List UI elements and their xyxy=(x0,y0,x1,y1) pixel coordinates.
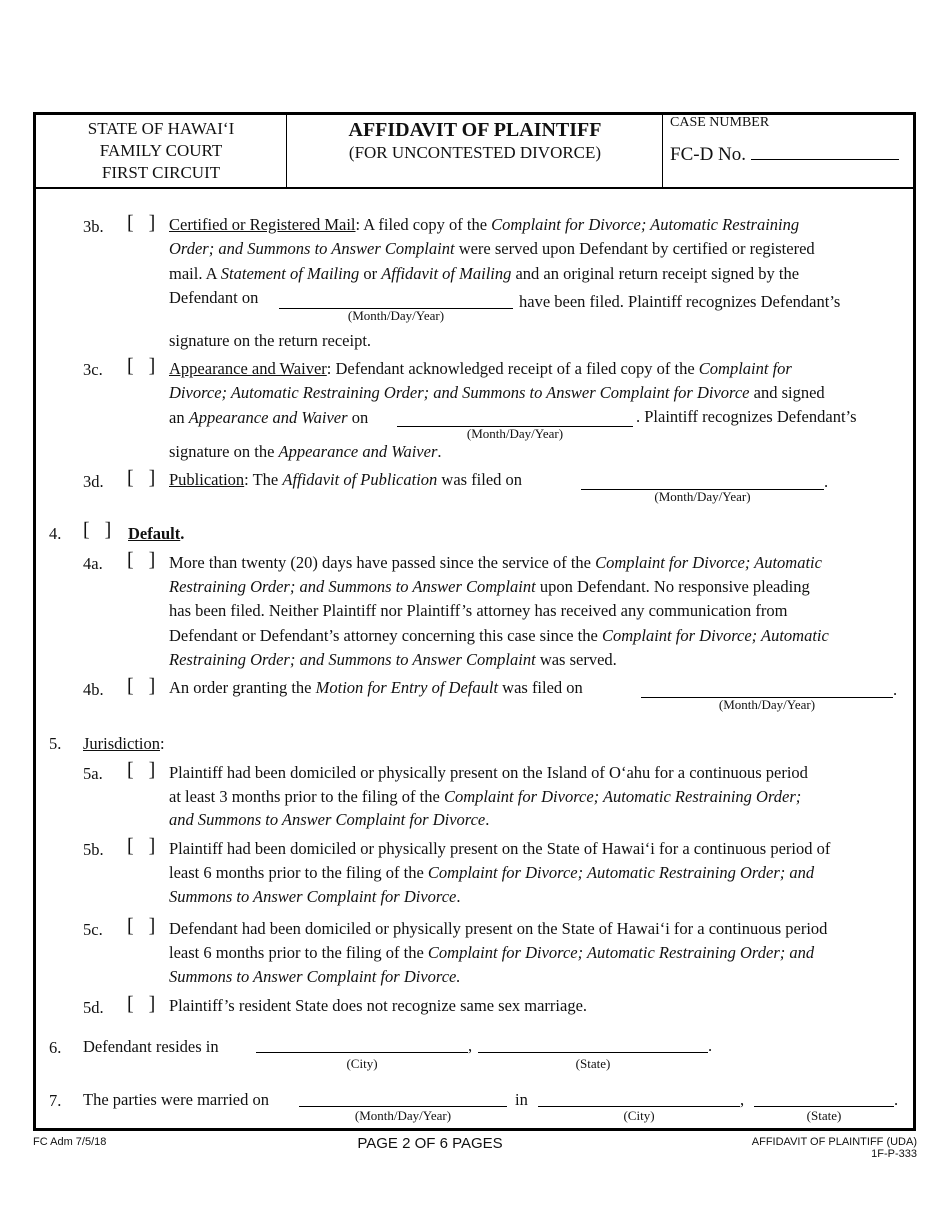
court-block xyxy=(36,118,286,184)
item-3c-l3c: on xyxy=(347,407,369,427)
item-5a-l3a: and Summons to Answer Complaint for Divorce xyxy=(169,810,486,829)
case-number-label: CASE NUMBER xyxy=(670,115,770,130)
item-3d-text xyxy=(169,470,522,490)
state-hint-6: (State) xyxy=(575,1056,611,1071)
item-5d-text: Plaintiff’s resident State does not recognize same sex marriage. xyxy=(169,996,588,1015)
item-3d-t1: : The xyxy=(244,470,283,489)
date-field-3c[interactable] xyxy=(397,412,633,427)
item-4b-dot: . xyxy=(893,680,898,699)
item-5b-l3a: Summons to Answer Complaint for Divorce xyxy=(169,887,457,906)
header-divider-1 xyxy=(286,112,287,188)
item-3c-l2a: Divorce; Automatic Restraining Order; and Summons to Answer Complaint for Divorce xyxy=(169,383,750,403)
item-5a-l2b: Complaint for Divorce; Automatic Restraining Order; xyxy=(443,786,802,806)
item-7-number: 7. xyxy=(49,1091,62,1110)
item-7-dot: . xyxy=(894,1090,899,1109)
item-4b-number: 4b. xyxy=(83,680,104,699)
item-3b-l3e: and an original return receipt signed by the xyxy=(511,263,800,283)
date-hint-3b: (Month/Day/Year) xyxy=(347,308,445,323)
checkbox-5c[interactable]: [ ] xyxy=(127,915,156,937)
item-5d-number: 5d. xyxy=(83,998,104,1017)
item-4b-t3: was filed on xyxy=(498,678,583,697)
item-5-number: 5. xyxy=(49,734,62,753)
date-field-7[interactable] xyxy=(299,1092,507,1107)
date-field-3b[interactable] xyxy=(279,294,513,309)
city-field-7[interactable] xyxy=(538,1092,740,1107)
footer-page: PAGE 2 OF 6 PAGES xyxy=(357,1135,503,1152)
item-5c-l1: Defendant had been domiciled or physically present on the State of Hawai‘i for a continuous period xyxy=(169,919,828,938)
item-3b-heading: Certified or Registered Mail xyxy=(169,215,356,234)
title-block xyxy=(288,117,662,163)
item-3d-heading: Publication xyxy=(169,470,245,489)
item-4a-l5a: Restraining Order; and Summons to Answer Complaint xyxy=(169,649,536,669)
city-field-6[interactable] xyxy=(256,1038,468,1053)
court-line-2: FAMILY COURT xyxy=(99,141,223,160)
item-3b-l2b: were served upon Defendant by certified or registered xyxy=(454,239,815,259)
item-6-label: Defendant resides in xyxy=(83,1037,219,1056)
item-5a-l2a: at least 3 months prior to the filing of the xyxy=(169,786,444,806)
item-3c-l4a: signature on the xyxy=(169,442,279,461)
item-3b-l2a: Order; and Summons to Answer Complaint xyxy=(169,239,455,259)
item-3c-l3b: Appearance and Waiver xyxy=(188,407,348,427)
item-3b-l4b: have been filed. Plaintiff recognizes Defendant’s xyxy=(519,292,841,311)
item-4a-l5b: was served. xyxy=(535,649,617,669)
form-title: AFFIDAVIT OF PLAINTIFF xyxy=(348,119,602,141)
header-divider-2 xyxy=(662,112,663,188)
checkbox-5d[interactable]: [ ] xyxy=(127,993,156,1015)
item-4a-l4b: Complaint for Divorce; Automatic xyxy=(601,625,829,645)
state-field-7[interactable] xyxy=(754,1092,894,1107)
item-5c-number: 5c. xyxy=(83,920,103,939)
footer-right-2: 1F-P-333 xyxy=(871,1148,917,1160)
item-3c-heading: Appearance and Waiver xyxy=(169,359,327,378)
item-3c-number: 3c. xyxy=(83,360,103,379)
checkbox-5b[interactable]: [ ] xyxy=(127,835,156,857)
item-3d-number: 3d. xyxy=(83,472,104,491)
footer-right xyxy=(752,1136,917,1160)
item-6-number: 6. xyxy=(49,1038,62,1057)
item-3c-l2b: and signed xyxy=(749,383,825,403)
item-3d-dot: . xyxy=(824,472,829,491)
item-4b-t1: An order granting the xyxy=(169,678,316,697)
checkbox-4b[interactable]: [ ] xyxy=(127,675,156,697)
item-4-number: 4. xyxy=(49,524,62,543)
item-5c-l2b: Complaint for Divorce; Automatic Restraining Order; and xyxy=(427,943,815,962)
item-4a-l2a: Restraining Order; and Summons to Answer Complaint xyxy=(169,577,536,597)
footer-form-id: FC Adm 7/5/18 xyxy=(33,1136,107,1148)
item-4a-l4a: Defendant or Defendant’s attorney concerning this case since the xyxy=(169,625,602,645)
item-3d-t3: was filed on xyxy=(437,470,523,489)
court-line-1: STATE OF HAWAI‘I xyxy=(87,119,235,138)
item-5b-l2b: Complaint for Divorce; Automatic Restraining Order; and xyxy=(427,863,815,882)
item-7-in: in xyxy=(515,1090,528,1109)
item-5b-number: 5b. xyxy=(83,840,104,859)
item-6-dot: . xyxy=(708,1036,713,1055)
item-4a-l3: has been filed. Neither Plaintiff nor Plaintiff’s attorney has received any communication from xyxy=(169,601,788,621)
item-3b-l3d: Affidavit of Mailing xyxy=(381,263,512,283)
checkbox-3c[interactable]: [ ] xyxy=(127,355,156,377)
date-hint-4b: (Month/Day/Year) xyxy=(718,697,816,712)
item-7-comma: , xyxy=(740,1090,745,1109)
date-field-4b[interactable] xyxy=(641,683,893,698)
item-5b-l2a: least 6 months prior to the filing of the xyxy=(169,863,428,882)
state-field-6[interactable] xyxy=(478,1038,708,1053)
checkbox-3d[interactable]: [ ] xyxy=(127,467,156,489)
item-5b-l1: Plaintiff had been domiciled or physically present on the State of Hawai‘i for a continuous period of xyxy=(169,839,831,858)
item-6-comma: , xyxy=(468,1036,473,1055)
checkbox-5a[interactable]: [ ] xyxy=(127,759,156,781)
checkbox-4a[interactable]: [ ] xyxy=(127,549,156,571)
date-field-3d[interactable] xyxy=(581,475,824,490)
item-5-colon: : xyxy=(160,734,165,753)
item-3c-l1a: : Defendant acknowledged receipt of a filed copy of the xyxy=(326,359,699,378)
item-4b-text xyxy=(169,678,583,698)
item-5a-l3b: . xyxy=(485,810,490,829)
case-number-field[interactable] xyxy=(751,143,899,160)
item-5c-l2a: least 6 months prior to the filing of the xyxy=(169,943,428,962)
header-divider xyxy=(33,187,916,189)
date-hint-7: (Month/Day/Year) xyxy=(354,1108,452,1123)
item-5-heading-wrap xyxy=(83,734,165,754)
item-4-heading: Default xyxy=(128,524,181,543)
item-3b-l1a: : A filed copy of the xyxy=(355,215,492,234)
item-3b-l4a: Defendant on xyxy=(169,287,259,307)
footer-right-1: AFFIDAVIT OF PLAINTIFF (UDA) xyxy=(751,1136,917,1148)
item-5b-l3b: . xyxy=(456,887,461,906)
item-4a-l2b: upon Defendant. No responsive pleading xyxy=(535,577,810,597)
date-hint-3d: (Month/Day/Year) xyxy=(654,489,751,504)
item-3c-l4 xyxy=(169,442,442,462)
court-line-3: FIRST CIRCUIT xyxy=(101,163,221,182)
item-3b-l5: signature on the return receipt. xyxy=(169,331,372,350)
form-subtitle: (FOR UNCONTESTED DIVORCE) xyxy=(348,143,602,162)
city-hint-6: (City) xyxy=(346,1056,378,1071)
item-4-dot: . xyxy=(180,524,185,543)
item-5c-l3: Summons to Answer Complaint for Divorce. xyxy=(169,967,461,986)
item-5b-text xyxy=(169,837,909,909)
item-3b-l3c: or xyxy=(359,263,382,283)
item-3c-l1b: Complaint for xyxy=(698,359,792,378)
item-5-heading: Jurisdiction xyxy=(83,734,160,753)
item-4-heading-wrap xyxy=(128,524,184,544)
item-5a-number: 5a. xyxy=(83,764,103,783)
case-number-row xyxy=(670,143,899,166)
item-3c-l4b: Appearance and Waiver xyxy=(278,442,438,461)
item-3c-l4c: . xyxy=(437,442,442,461)
item-4a-number: 4a. xyxy=(83,554,103,573)
item-4a-l1a: More than twenty (20) days have passed since the service of the xyxy=(169,553,596,572)
item-3b-l3a: mail. A xyxy=(169,263,221,283)
item-7-label: The parties were married on xyxy=(83,1090,269,1109)
date-hint-3c: (Month/Day/Year) xyxy=(466,426,564,441)
item-3b-number: 3b. xyxy=(83,217,104,236)
city-hint-7: (City) xyxy=(623,1108,655,1123)
item-3d-t2: Affidavit of Publication xyxy=(282,470,438,489)
item-3b-l3b: Statement of Mailing xyxy=(220,263,360,283)
item-4b-t2: Motion for Entry of Default xyxy=(315,678,499,697)
checkbox-3b[interactable]: [ ] xyxy=(127,212,156,234)
item-5c-text xyxy=(169,917,909,989)
item-3b-l1b: Complaint for Divorce; Automatic Restraining xyxy=(491,215,800,234)
item-3c-l3d: . Plaintiff recognizes Defendant’s xyxy=(636,407,857,426)
item-3c-l3a: an xyxy=(169,407,189,427)
state-hint-7: (State) xyxy=(806,1108,842,1123)
case-prefix: FC-D No. xyxy=(670,144,747,165)
item-4a-l1b: Complaint for Divorce; Automatic xyxy=(595,553,822,572)
item-5a-text xyxy=(169,761,909,832)
item-4a-text xyxy=(169,551,909,672)
checkbox-4[interactable]: [ ] xyxy=(83,519,112,541)
item-5a-l1: Plaintiff had been domiciled or physically present on the Island of O‘ahu for a continuous period xyxy=(169,763,808,782)
